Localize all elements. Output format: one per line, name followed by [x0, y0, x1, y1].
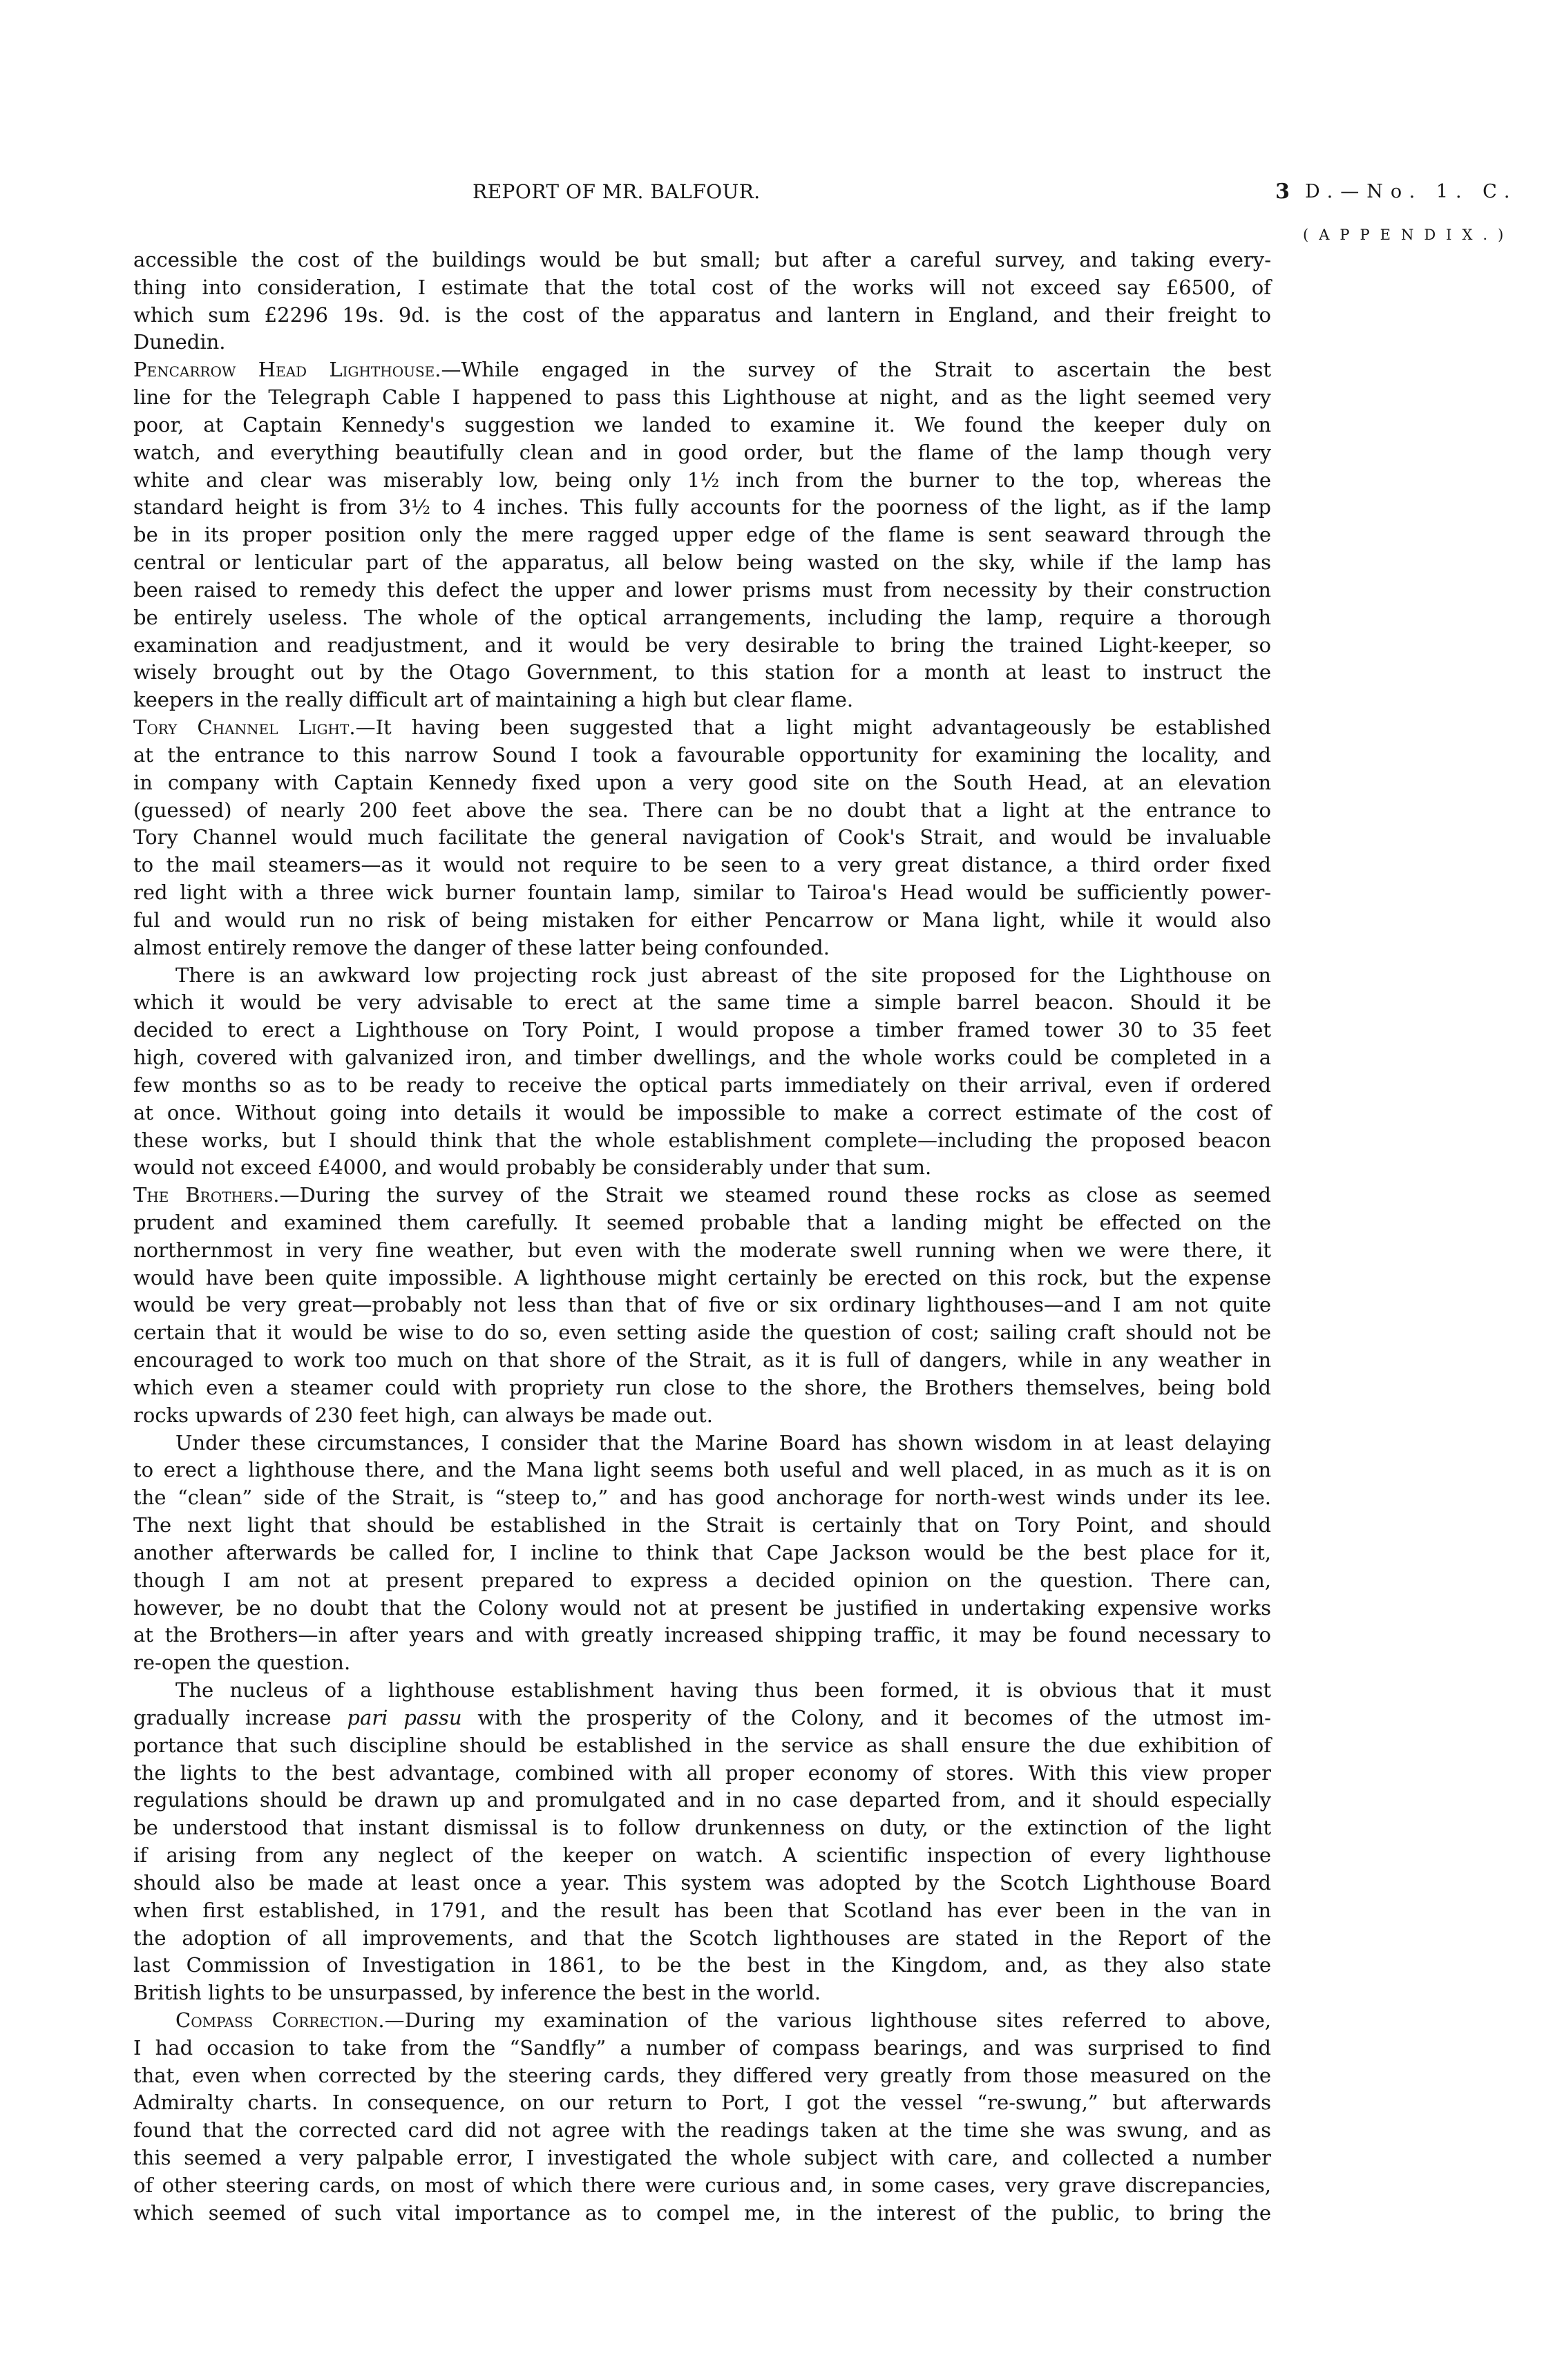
text-line: (guessed) of nearly 200 feet above the sea. There can be no doubt that a light at the entrance to	[133, 798, 1271, 822]
text-line: line for the Telegraph Cable I happened to pass this Lighthouse at night, and as the light seemed very	[133, 385, 1271, 410]
text-line: wisely brought out by the Otago Government, to this station for a month at least to instruct the	[133, 660, 1271, 684]
text-line: ful and would run no risk of being mistaken for either Pencarrow or Mana light, while it would also	[133, 908, 1271, 932]
text-line: however, be no doubt that the Colony would not at present be justified in undertaking expensive works	[133, 1595, 1271, 1620]
text-line: watch, and everything beautifully clean and in good order, but the flame of the lamp though very	[133, 440, 1271, 464]
text-line: re-open the question.	[133, 1651, 351, 1675]
text-run: —While engaged in the survey of the Strait to ascertain the best	[441, 358, 1271, 382]
text-line: though I am not at present prepared to express a decided opinion on the question. There can,	[133, 1568, 1271, 1592]
section-heading: Tory Channel Light.	[133, 716, 356, 740]
text-line: I had occasion to take from the “Sandfly” a number of compass bearings, and was surprised to find	[133, 2035, 1271, 2060]
text-run: —During my examination of the various lighthouse sites referred to above,	[384, 2008, 1271, 2032]
text-line: Dunedin.	[133, 330, 226, 354]
text-line: red light with a three wick burner fountain lamp, similar to Tairoa's Head would be sufficiently power-	[133, 881, 1271, 905]
section-heading: The Brothers.	[133, 1183, 280, 1207]
text-line: which sum £2296 19s. 9d. is the cost of the apparatus and lantern in England, and their freight to	[133, 303, 1271, 327]
paragraph	[133, 2007, 1271, 2227]
text-line: few months so as to be ready to receive the optical parts immediately on their arrival, even if ordered	[133, 1073, 1271, 1097]
text-line: central or lenticular part of the apparatus, all below being wasted on the sky, while if the lamp has	[133, 550, 1271, 575]
text-line: white and clear was miserably low, being only 1½ inch from the burner to the top, whereas the	[133, 468, 1271, 492]
text-line: to the mail steamers—as it would not require to be seen to a very great distance, a third order fixed	[133, 853, 1271, 877]
text-run: —During the survey of the Strait we steamed round these rocks as close as seemed	[279, 1183, 1271, 1207]
text-line: found that the corrected card did not agree with the readings taken at the time she was swung, and as	[133, 2118, 1271, 2142]
text-line: this seemed a very palpable error, I investigated the whole subject with care, and collected a number	[133, 2146, 1271, 2170]
text-line: decided to erect a Lighthouse on Tory Point, I would propose a timber framed tower 30 to 35 feet	[133, 1018, 1271, 1042]
text-line: accessible the cost of the buildings would be but small; but after a careful survey, and taking every-	[133, 248, 1271, 271]
paragraph	[133, 714, 1271, 961]
paragraph	[133, 247, 1271, 356]
text-line: portance that such discipline should be established in the service as shall ensure the due exhibition of	[133, 1733, 1271, 1757]
text-line: would have been quite impossible. A lighthouse might certainly be erected on this rock, but the expense	[133, 1265, 1271, 1289]
text-run: gradually increase	[133, 1705, 347, 1729]
text-line: another afterwards be called for, I incline to think that Cape Jackson would be the best place for it,	[133, 1540, 1271, 1564]
italic-phrase: pari passu	[347, 1705, 462, 1729]
document-reference: D.—No. 1. C.	[1305, 181, 1518, 202]
page-number: 3	[1275, 180, 1290, 204]
text-line: which it would be very advisable to erect at the same time a simple barrel beacon. Should it be	[133, 990, 1271, 1015]
text-line: almost entirely remove the danger of these latter being confounded.	[133, 935, 830, 959]
paragraph	[133, 356, 1271, 714]
text-line: There is an awkward low projecting rock just abreast of the site proposed for the Lighthouse on	[175, 963, 1271, 987]
paragraph	[133, 1430, 1271, 1677]
text-line: to erect a lighthouse there, and the Mana light seems both useful and well placed, in as much as it is on	[133, 1458, 1271, 1482]
text-line: if arising from any neglect of the keeper on watch. A scientific inspection of every lighthouse	[133, 1843, 1271, 1868]
text-line: which even a steamer could with propriety run close to the shore, the Brothers themselves, being bold	[133, 1375, 1271, 1399]
text-line: certain that it would be wise to do so, even setting aside the question of cost; sailing craft should not be	[133, 1321, 1271, 1345]
text-line: the lights to the best advantage, combined with all proper economy of stores. With this view proper	[133, 1760, 1271, 1785]
text-line: at the entrance to this narrow Sound I took a favourable opportunity for examining the locality, and	[133, 742, 1271, 767]
text-line	[133, 2007, 1271, 2035]
text-line: be entirely useless. The whole of the optical arrangements, including the lamp, require a thorough	[133, 605, 1271, 629]
text-line: at once. Without going into details it would be impossible to make a correct estimate of the cost of	[133, 1100, 1271, 1124]
text-line: when first established, in 1791, and the result has been that Scotland has ever been in the van in	[133, 1898, 1271, 1922]
text-line: regulations should be drawn up and promulgated and in no case departed from, and it should especially	[133, 1788, 1271, 1812]
text-line: thing into consideration, I estimate that the total cost of the works will not exceed say £6500, of	[133, 275, 1271, 299]
text-line: Under these circumstances, I consider that the Marine Board has shown wisdom in at least delaying	[175, 1430, 1271, 1455]
text-line: The nucleus of a lighthouse establishment having thus been formed, it is obvious that it must	[175, 1678, 1271, 1702]
text-line: rocks upwards of 230 feet high, can always be made out.	[133, 1403, 713, 1427]
report-body	[133, 247, 1271, 2227]
text-line: the adoption of all improvements, and that the Scotch lighthouses are stated in the Report of the	[133, 1926, 1271, 1950]
running-title: REPORT OF MR. BALFOUR.	[473, 180, 761, 203]
text-line: of other steering cards, on most of which there were curious and, in some cases, very grave discrepancies,	[133, 2173, 1271, 2197]
text-line: poor, at Captain Kennedy's suggestion we landed to examine it. We found the keeper duly on	[133, 412, 1271, 436]
text-line: these works, but I should think that the whole establishment complete—including the proposed beacon	[133, 1128, 1271, 1152]
appendix-label: (APPENDIX.)	[1303, 227, 1514, 243]
text-line: examination and readjustment, and it would be very desirable to bring the trained Light-keeper, so	[133, 633, 1271, 657]
text-line: would not exceed £4000, and would probably be considerably under that sum.	[133, 1155, 932, 1180]
text-line	[133, 1705, 1271, 1732]
paragraph	[133, 962, 1271, 1182]
text-line: Tory Channel would much facilitate the general navigation of Cook's Strait, and would be invaluable	[133, 825, 1271, 850]
text-run: with the prosperity of the Colony, and it becomes of the utmost im-	[461, 1705, 1271, 1729]
text-line	[133, 356, 1271, 384]
text-line: standard height is from 3½ to 4 inches. This fully accounts for the poorness of the light, as if the lamp	[133, 495, 1271, 519]
text-line: high, covered with galvanized iron, and timber dwellings, and the whole works could be completed in a	[133, 1046, 1271, 1070]
text-line	[133, 714, 1271, 742]
section-heading: Pencarrow Head Lighthouse.	[133, 358, 441, 382]
paragraph	[133, 1182, 1271, 1429]
text-line: at the Brothers—in after years and with greatly increased shipping traffic, it may be found necessary to	[133, 1623, 1271, 1647]
section-heading: Compass Correction.	[175, 2008, 385, 2032]
text-line: in company with Captain Kennedy fixed upon a very good site on the South Head, at an elevation	[133, 770, 1271, 794]
text-line: been raised to remedy this defect the upper and lower prisms must from necessity by their construction	[133, 577, 1271, 602]
text-line: Admiralty charts. In consequence, on our return to Port, I got the vessel “re-swung,” but afterwards	[133, 2091, 1271, 2115]
text-line: be in its proper position only the mere ragged upper edge of the flame is sent seaward through the	[133, 523, 1271, 547]
text-line: last Commission of Investigation in 1861, to be the best in the Kingdom, and, as they also state	[133, 1953, 1271, 1977]
text-line: northernmost in very fine weather, but even with the moderate swell running when we were there, it	[133, 1238, 1271, 1262]
paragraph	[133, 1677, 1271, 2007]
text-line: The next light that should be established in the Strait is certainly that on Tory Point, and should	[133, 1513, 1271, 1537]
text-line: which seemed of such vital importance as to compel me, in the interest of the public, to bring the	[133, 2200, 1271, 2225]
text-line: should also be made at least once a year. This system was adopted by the Scotch Lighthouse Board	[133, 1870, 1271, 1894]
text-line: encouraged to work too much on that shore of the Strait, as it is full of dangers, while in any weather in	[133, 1348, 1271, 1372]
text-line: keepers in the really difficult art of maintaining a high but clear flame.	[133, 688, 854, 712]
text-line: prudent and examined them carefully. It seemed probable that a landing might be effected on the	[133, 1210, 1271, 1234]
text-line: be understood that instant dismissal is to follow drunkenness on duty, or the extinction of the light	[133, 1816, 1271, 1840]
text-run: —It having been suggested that a light might advantageously be established	[355, 716, 1271, 740]
text-line: that, even when corrected by the steering cards, they differed very greatly from those measured on the	[133, 2063, 1271, 2087]
text-line: would be very great—probably not less than that of five or six ordinary lighthouses—and I am not quite	[133, 1293, 1271, 1317]
text-line	[133, 1182, 1271, 1209]
text-line: the “clean” side of the Strait, is “steep to,” and has good anchorage for north-west winds under its lee.	[133, 1486, 1271, 1510]
text-line: British lights to be unsurpassed, by inference the best in the world.	[133, 1981, 821, 2005]
